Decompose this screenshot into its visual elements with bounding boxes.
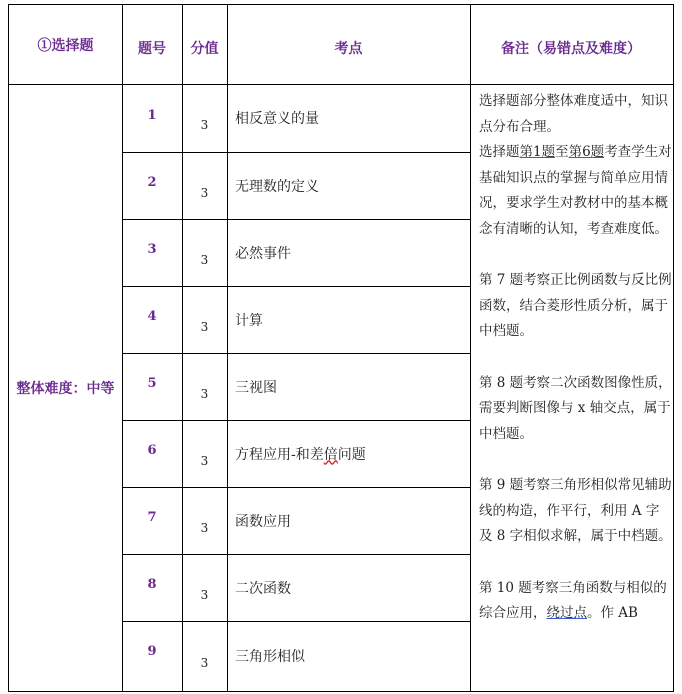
note-paragraph [479,576,672,627]
question-number: 6 [147,443,157,458]
question-number: 2 [147,175,157,190]
note-text: 至 [555,144,569,160]
question-number: 1 [147,108,157,123]
note-text: 选择题 [479,144,520,160]
note-underlined: 第6题 [568,144,605,160]
question-number: 5 [147,376,157,391]
question-score: 3 [200,520,209,535]
question-topic: 二次函数 [235,580,291,597]
question-topic [227,420,470,487]
question-number: 8 [147,577,157,592]
note-underlined: 绕过点 [546,605,587,621]
note-underlined: 第1题 [519,144,556,160]
question-score: 3 [200,386,209,401]
question-topic: 相反意义的量 [235,111,319,127]
header-number: 题号 [138,41,166,57]
header-score: 分值 [190,41,219,57]
question-topic: 必然事件 [235,245,291,262]
question-score: 3 [200,185,209,200]
question-topic: 函数应用 [235,513,291,530]
question-topic: 无理数的定义 [235,178,319,195]
header-topic: 考点 [334,41,363,57]
note-paragraph: 第 9 题考察三角形相似常见辅助线的构造，作平行，利用 A 字及 8 字相似求解，属于中档题。 [479,477,672,544]
note-text: 第 10 题考察三角函数与相似的综合应用， [479,579,667,621]
note-paragraph: 第 8 题考察二次函数图像性质，需要判断图像与 x 轴交点，属于中档题。 [479,374,672,442]
question-topic: 计算 [235,312,263,329]
question-number: 4 [147,309,157,324]
spellcheck-word: 倍 [323,446,338,463]
note-paragraph: 选择题部分整体难度适中，知识点分布合理。 [479,93,668,135]
header-section: ①选择题 [37,37,94,54]
topic-text: 问题 [337,446,366,463]
topic-text: 方程应用-和差 [235,446,324,463]
notes-cell [479,89,672,627]
question-score: 3 [200,118,209,132]
question-topic: 三视图 [235,379,277,396]
header-notes: 备注（易错点及难度） [501,41,641,57]
note-text: 。作 AB [587,605,638,621]
question-number: 7 [147,510,157,525]
question-number: 9 [147,644,157,659]
question-score: 3 [200,453,209,468]
col-divider [470,5,471,691]
question-score: 3 [200,319,209,334]
note-text: 考查学生对基础知识点的掌握与简单应用情况，要求学生对教材中的基本概念有清晰的认知，考查难度低。 [479,144,672,237]
question-number: 3 [147,242,157,257]
question-score: 3 [200,252,209,267]
overall-difficulty: 整体难度：中等 [16,380,115,397]
note-paragraph [479,140,672,242]
question-score: 3 [200,587,209,602]
question-score: 3 [200,656,209,670]
analysis-table [8,4,674,692]
question-topic: 三角形相似 [235,649,305,665]
note-paragraph: 第 7 题考察正比例函数与反比例函数，结合菱形性质分析，属于中档题。 [479,272,672,339]
